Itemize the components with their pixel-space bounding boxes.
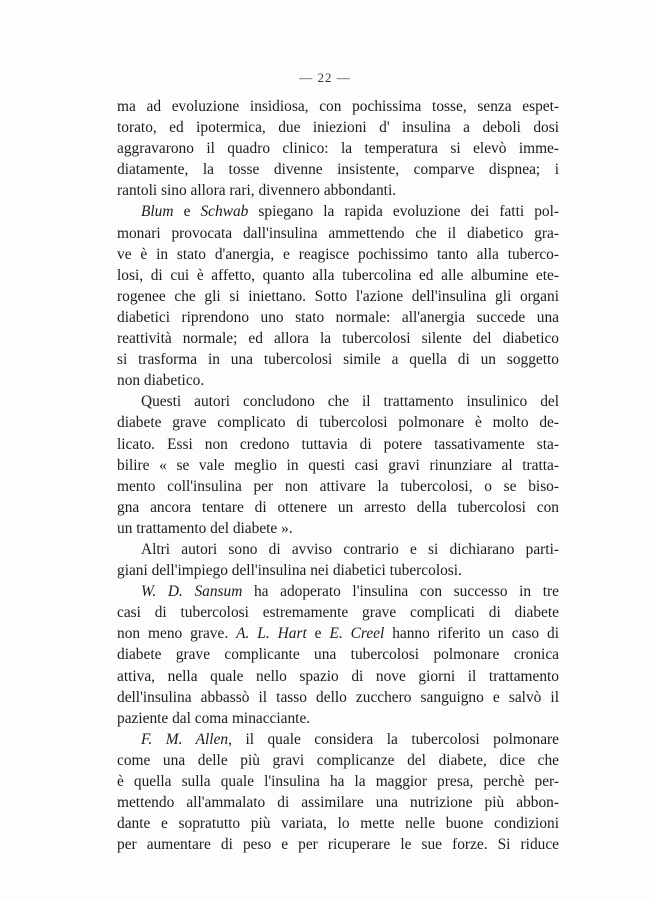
text-line (117, 117, 559, 138)
text-line (117, 391, 559, 412)
text-line (117, 370, 559, 391)
text-line (117, 708, 559, 729)
line-text: gna ancora tentare di ottenere un arresto della tubercolosi con (117, 498, 559, 516)
line-text: hanno riferito un caso di (384, 625, 560, 643)
line-text: diabetici riprendono uno stato normale: all'anergia succede una (117, 308, 559, 326)
line-text: Questi autori concludono che il trattamento insulinico del (141, 393, 559, 411)
page-number: — 22 — (299, 70, 351, 85)
text-line (117, 159, 559, 180)
text-line (117, 349, 559, 370)
text-line (117, 602, 559, 623)
line-text: diatamente, la tosse divenne insistente, comparve dispnea; i (117, 161, 559, 179)
line-text: bilire « se vale meglio in questi casi gravi rinunziare al tratta- (117, 456, 559, 474)
cited-author: Blum (141, 203, 174, 221)
text-line (117, 497, 559, 518)
line-text: aggravarono il quadro clinico: la temperatura si elevò imme- (117, 140, 559, 158)
text-line (117, 813, 559, 834)
text-line (117, 834, 559, 855)
line-text: per aumentare di peso e per ricuperare le sue forze. Si riduce (117, 836, 559, 854)
text-line (117, 729, 559, 750)
text-line (117, 286, 559, 307)
line-text: un trattamento del diabete ». (117, 519, 293, 537)
cited-author: A. L. Hart (236, 625, 307, 643)
text-line (117, 792, 559, 813)
line-text: torato, ed ipotermica, due iniezioni d' insulina a deboli dosi (117, 119, 559, 137)
text-line (117, 539, 559, 560)
line-text: paziente dal coma minacciante. (117, 709, 311, 727)
line-text: rantoli sino allora rari, divennero abbondanti. (117, 182, 397, 200)
text-line (117, 180, 559, 201)
text-line (117, 750, 559, 771)
text-line (117, 771, 559, 792)
line-text: rogenee che gli si iniettano. Sotto l'azione dell'insulina gli organi (117, 287, 559, 305)
cited-author: E. Creel (329, 625, 385, 643)
text-line (117, 96, 559, 117)
line-text: ma ad evoluzione insidiosa, con pochissima tosse, senza espet- (117, 98, 559, 115)
line-text: non diabetico. (117, 372, 205, 390)
line-text: e (173, 203, 201, 221)
body-text (117, 96, 559, 855)
text-line (117, 138, 559, 159)
text-line (117, 223, 559, 244)
text-line (117, 581, 559, 602)
line-text: monari provocata dall'insulina ammettendo che il diabetico gra- (117, 224, 559, 242)
line-text: non meno grave. (117, 625, 237, 643)
line-text: casi di tubercolosi estremamente grave complicati di diabete (117, 604, 559, 622)
text-line (117, 307, 559, 328)
line-text: si trasforma in una tubercolosi simile a quella di un soggetto (117, 351, 559, 369)
line-text: dante e sopratutto più variata, lo mette nelle buone condizioni (117, 815, 559, 833)
line-text: ha adoperato l'insulina con successo in tre (242, 583, 559, 601)
line-text: mento coll'insulina per non attivare la tubercolosi, o se biso- (117, 477, 559, 495)
text-line (117, 434, 559, 455)
text-line (117, 455, 559, 476)
line-text: Altri autori sono di avviso contrario e si dichiarano parti- (141, 540, 559, 558)
text-line (117, 560, 559, 581)
text-line (117, 201, 559, 222)
line-text: dell'insulina abbassò il tasso dello zucchero sanguigno e salvò il (117, 688, 559, 706)
line-text: reattività normale; ed allora la tubercolosi silente del diabetico (117, 330, 559, 348)
line-text: attiva, nella quale nello spazio di nove giorni il trattamento (117, 667, 559, 685)
text-line (117, 328, 559, 349)
text-line (117, 265, 559, 286)
line-text: mettendo all'ammalato di assimilare una nutrizione più abbon- (117, 794, 559, 812)
text-line (117, 666, 559, 687)
text-line (117, 412, 559, 433)
text-line (117, 623, 559, 644)
cited-author: W. D. Sansum (141, 583, 243, 601)
line-text: licato. Essi non credono tuttavia di potere tassativamente sta- (117, 435, 559, 453)
line-text: e (306, 625, 330, 643)
line-text: , il quale considera la tubercolosi polmonare (228, 730, 559, 748)
line-text: diabete grave complicato di tubercolosi polmonare è molto de- (117, 414, 559, 432)
line-text: losi, di cui è affetto, quanto alla tubercolina ed alle albumine ete- (117, 266, 559, 284)
text-line (117, 476, 559, 497)
text-line (117, 644, 559, 665)
line-text: giani dell'impiego dell'insulina nei diabetici tubercolosi. (117, 562, 462, 580)
line-text: come una delle più gravi complicanze del diabete, dice che (117, 751, 559, 769)
line-text: è quella sulla quale l'insulina ha la maggior presa, perchè per- (117, 773, 559, 790)
line-text: ve è in stato d'anergia, e reagisce pochissimo tanto alla tuberco- (117, 245, 559, 263)
line-text: spiegano la rapida evoluzione dei fatti pol- (248, 203, 559, 221)
cited-author: F. M. Allen (141, 730, 229, 748)
text-line (117, 518, 559, 539)
text-line (117, 687, 559, 708)
line-text: diabete grave complicante una tubercolosi polmonare cronica (117, 646, 559, 664)
text-line (117, 244, 559, 265)
cited-author: Schwab (200, 203, 249, 221)
